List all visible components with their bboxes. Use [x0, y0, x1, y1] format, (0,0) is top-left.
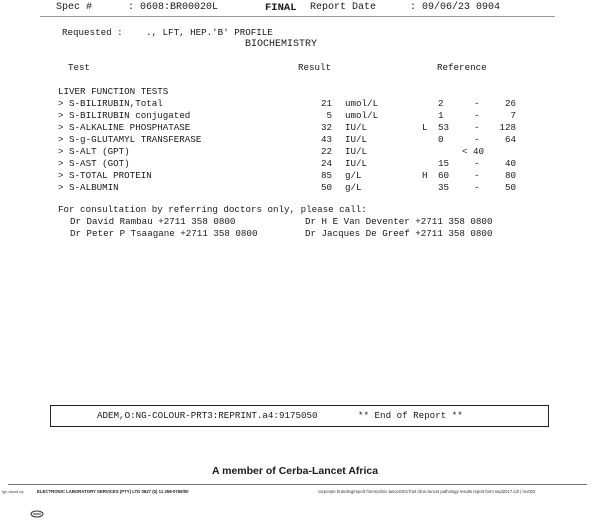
test-result: 85 — [320, 170, 332, 181]
test-unit: IU/L — [345, 146, 368, 157]
requested-value: ., LFT, HEP.'B' PROFILE — [146, 27, 273, 38]
bottom-rule — [8, 484, 587, 485]
ref-dash: - — [474, 122, 480, 133]
ref-high: 80 — [504, 170, 516, 181]
ref-high: 26 — [504, 98, 516, 109]
ref-high: 40 — [504, 158, 516, 169]
test-result: 43 — [320, 134, 332, 145]
test-unit: g/L — [345, 182, 362, 193]
test-name: > S-ALKALINE PHOSPHATASE — [58, 122, 191, 133]
table-row — [0, 170, 595, 182]
col-test: Test — [68, 62, 91, 73]
table-row — [0, 182, 595, 194]
requested-label: Requested : — [62, 27, 123, 38]
ref-dash: - — [474, 158, 480, 169]
table-row — [0, 134, 595, 146]
test-name: > S-ALT (GPT) — [58, 146, 130, 157]
test-unit: IU/L — [345, 158, 368, 169]
ref-low: 35 — [438, 182, 450, 193]
ref-low: 1 — [438, 110, 444, 121]
test-name: > S-BILIRUBIN conjugated — [58, 110, 191, 121]
end-of-report: ** End of Report ** — [358, 410, 463, 421]
ref-dash: - — [474, 110, 480, 121]
table-row — [0, 146, 595, 158]
spec-value: : 0608:BR00020L — [128, 2, 219, 13]
ref-high: 128 — [499, 122, 516, 133]
consultation-intro: For consultation by referring doctors only, please call: — [58, 204, 367, 215]
test-result: 5 — [326, 110, 332, 121]
table-row — [0, 158, 595, 170]
ref-dash: < 40 — [462, 146, 485, 157]
company-line: ELECTRONIC LABORATORY SERVICES (PTY) LTD 0627 (0) 11 358-0768/00 — [37, 489, 189, 494]
form-reference: corporate branding/report forms/clinic-lancet/2017/a4 clinic-lancet pathology results report form sept2017.cdr | rev002 — [318, 489, 536, 494]
doctor-contact: Dr H E Van Deventer +2711 358 0800 — [305, 216, 493, 227]
report-date-label: Report Date — [310, 2, 377, 13]
test-result: 21 — [320, 98, 332, 109]
col-result: Result — [298, 62, 332, 73]
test-name: > S-TOTAL PROTEIN — [58, 170, 152, 181]
ref-low: 2 — [438, 98, 444, 109]
test-flag: H — [422, 170, 428, 181]
test-name: > S-ALBUMIN — [58, 182, 119, 193]
doctor-contact: Dr David Rambau +2711 358 0800 — [70, 216, 236, 227]
ref-high: 64 — [504, 134, 516, 145]
ref-dash: - — [474, 98, 480, 109]
spec-label: Spec # — [56, 2, 93, 13]
test-result: 22 — [320, 146, 332, 157]
test-flag: L — [422, 122, 428, 133]
ref-low: 0 — [438, 134, 444, 145]
ref-high: 50 — [504, 182, 516, 193]
test-unit: umol/L — [345, 98, 379, 109]
test-unit: IU/L — [345, 134, 368, 145]
ref-dash: - — [474, 182, 480, 193]
ref-dash: - — [474, 170, 480, 181]
ref-low: 15 — [438, 158, 450, 169]
ref-dash: - — [474, 134, 480, 145]
table-row — [0, 110, 595, 122]
table-row — [0, 122, 595, 134]
member-line: A member of Cerba-Lancet Africa — [212, 465, 379, 477]
test-name: > S-g-GLUTAMYL TRANSFERASE — [58, 134, 202, 145]
report-date-value: : 09/06/23 0904 — [410, 2, 501, 13]
col-reference: Reference — [437, 62, 487, 73]
ref-low: 53 — [438, 122, 450, 133]
final-label: FINAL — [265, 2, 297, 14]
test-name: > S-BILIRUBIN,Total — [58, 98, 163, 109]
sign-stand-by: ign stand by — [2, 489, 24, 494]
section-title: BIOCHEMISTRY — [245, 39, 318, 50]
table-row — [0, 98, 595, 110]
ref-high: 7 — [510, 110, 516, 121]
test-name: > S-AST (GOT) — [58, 158, 130, 169]
test-result: 32 — [320, 122, 332, 133]
group-title: LIVER FUNCTION TESTS — [58, 86, 169, 97]
reprint-code: ADEM,O:NG-COLOUR-PRT3:REPRINT.a4:9175050 — [97, 410, 318, 421]
test-unit: g/L — [345, 170, 362, 181]
header-rule — [40, 16, 555, 17]
test-unit: umol/L — [345, 110, 379, 121]
test-unit: IU/L — [345, 122, 368, 133]
test-result: 50 — [320, 182, 332, 193]
ref-low: 60 — [438, 170, 450, 181]
doctor-contact: Dr Peter P Tsaagane +2711 358 0800 — [70, 228, 258, 239]
doctor-contact: Dr Jacques De Greef +2711 358 0800 — [305, 228, 493, 239]
test-result: 24 — [320, 158, 332, 169]
